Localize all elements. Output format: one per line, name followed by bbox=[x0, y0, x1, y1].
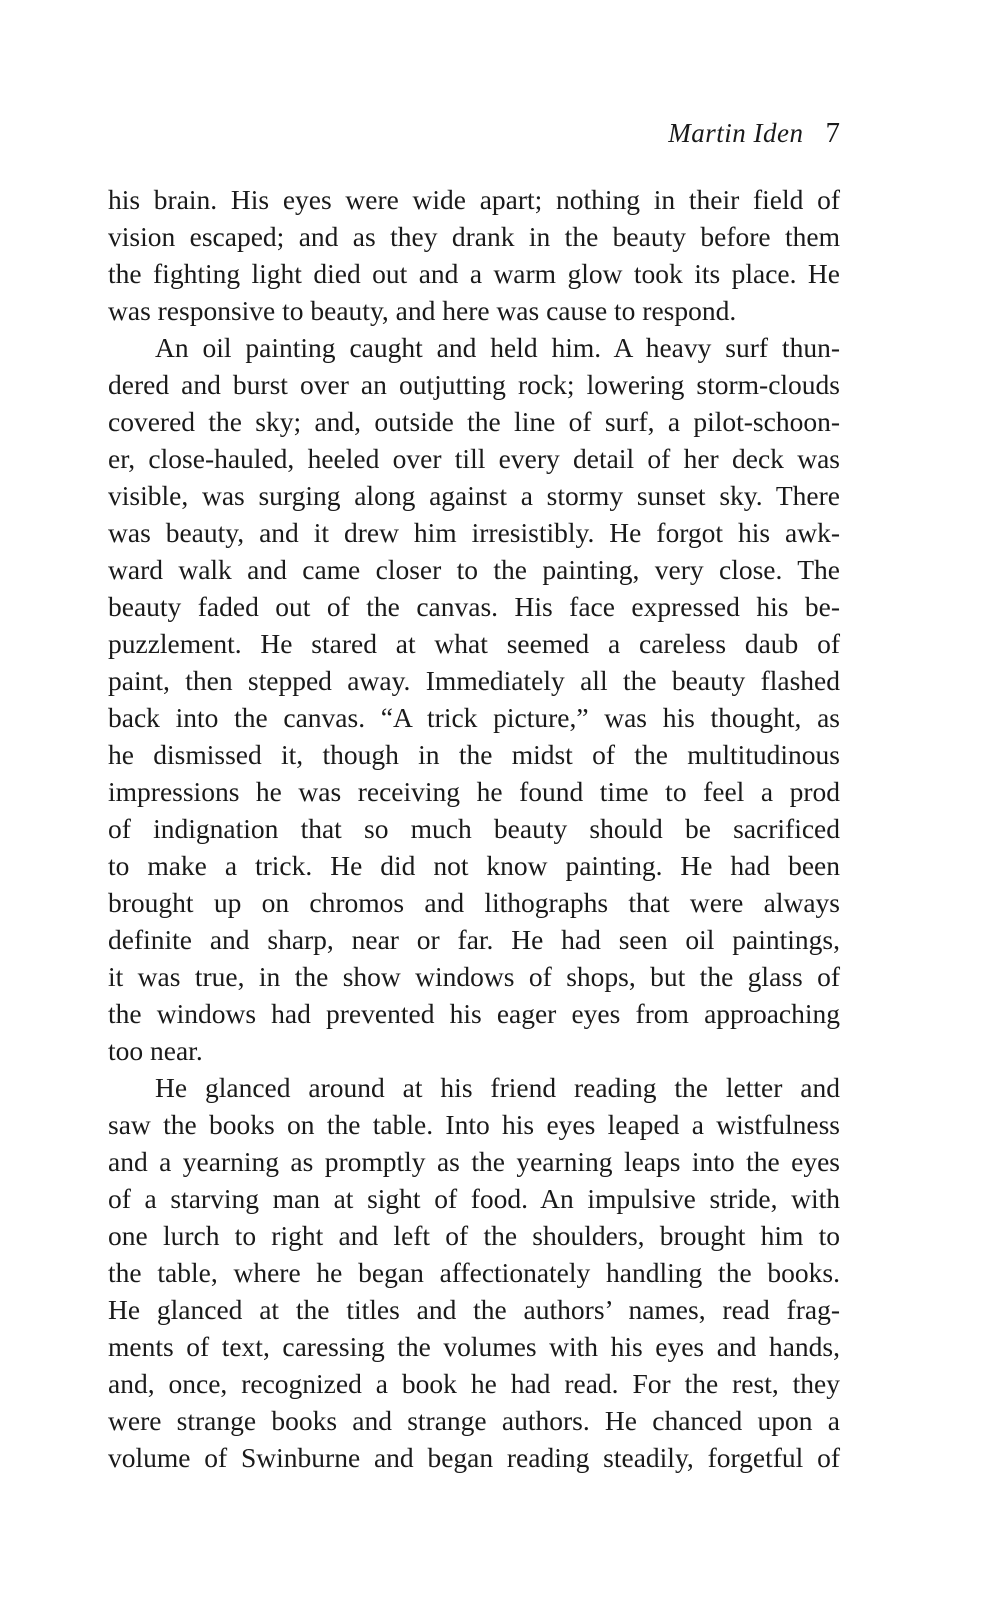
text-line: and, once, recognized a book he had read. For the rest, they bbox=[108, 1368, 840, 1399]
text-line: impressions he was receiving he found time to feel a prod bbox=[108, 776, 840, 807]
text-line: brought up on chromos and lithographs that were always bbox=[108, 887, 840, 918]
text-line: the windows had prevented his eager eyes from approaching bbox=[108, 998, 840, 1029]
text-line: were strange books and strange authors. He chanced upon a bbox=[108, 1405, 840, 1436]
text-line: was responsive to beauty, and here was cause to respond. bbox=[108, 295, 737, 326]
text-line: ward walk and came closer to the painting, very close. The bbox=[108, 554, 840, 585]
text-line: vision escaped; and as they drank in the beauty before them bbox=[108, 221, 840, 252]
body-text bbox=[108, 181, 840, 1476]
text-line: to make a trick. He did not know painting. He had been bbox=[108, 850, 840, 881]
text-line: and a yearning as promptly as the yearning leaps into the eyes bbox=[108, 1146, 840, 1177]
text-line: puzzlement. He stared at what seemed a careless daub of bbox=[108, 628, 840, 659]
text-line: one lurch to right and left of the shoulders, brought him to bbox=[108, 1220, 840, 1251]
text-line: was beauty, and it drew him irresistibly. He forgot his awk- bbox=[108, 517, 840, 548]
running-header bbox=[668, 117, 840, 149]
text-line: beauty faded out of the canvas. His face expressed his be- bbox=[108, 591, 840, 622]
text-line: too near. bbox=[108, 1035, 203, 1066]
book-title: Martin Iden bbox=[668, 118, 804, 148]
text-line: saw the books on the table. Into his eyes leaped a wistfulness bbox=[108, 1109, 840, 1140]
text-line: of indignation that so much beauty should be sacrificed bbox=[108, 813, 840, 844]
text-line: paint, then stepped away. Immediately all the beauty flashed bbox=[108, 665, 840, 696]
text-line: of a starving man at sight of food. An impulsive stride, with bbox=[108, 1183, 840, 1214]
text-line: He glanced around at his friend reading the letter and bbox=[155, 1072, 840, 1103]
text-line: his brain. His eyes were wide apart; nothing in their field of bbox=[108, 184, 840, 215]
text-line: dered and burst over an outjutting rock; lowering storm-clouds bbox=[108, 369, 840, 400]
text-line: er, close-hauled, heeled over till every detail of her deck was bbox=[108, 443, 840, 474]
text-line: it was true, in the show windows of shops, but the glass of bbox=[108, 961, 840, 992]
text-line: He glanced at the titles and the authors’ names, read frag- bbox=[108, 1294, 840, 1325]
text-line: ments of text, caressing the volumes with his eyes and hands, bbox=[108, 1331, 840, 1362]
text-line: back into the canvas. “A trick picture,” was his thought, as bbox=[108, 702, 840, 733]
text-line: the table, where he began affectionately handling the books. bbox=[108, 1257, 840, 1288]
text-line: visible, was surging along against a stormy sunset sky. There bbox=[108, 480, 840, 511]
text-line: the fighting light died out and a warm glow took its place. He bbox=[108, 258, 840, 289]
text-line: volume of Swinburne and began reading steadily, forgetful of bbox=[108, 1442, 840, 1473]
text-line: An oil painting caught and held him. A heavy surf thun- bbox=[155, 332, 840, 363]
text-line: covered the sky; and, outside the line of surf, a pilot-schoon- bbox=[108, 406, 840, 437]
text-line: he dismissed it, though in the midst of the multitudinous bbox=[108, 739, 840, 770]
page-number: 7 bbox=[825, 117, 840, 149]
text-line: definite and sharp, near or far. He had seen oil paintings, bbox=[108, 924, 840, 955]
